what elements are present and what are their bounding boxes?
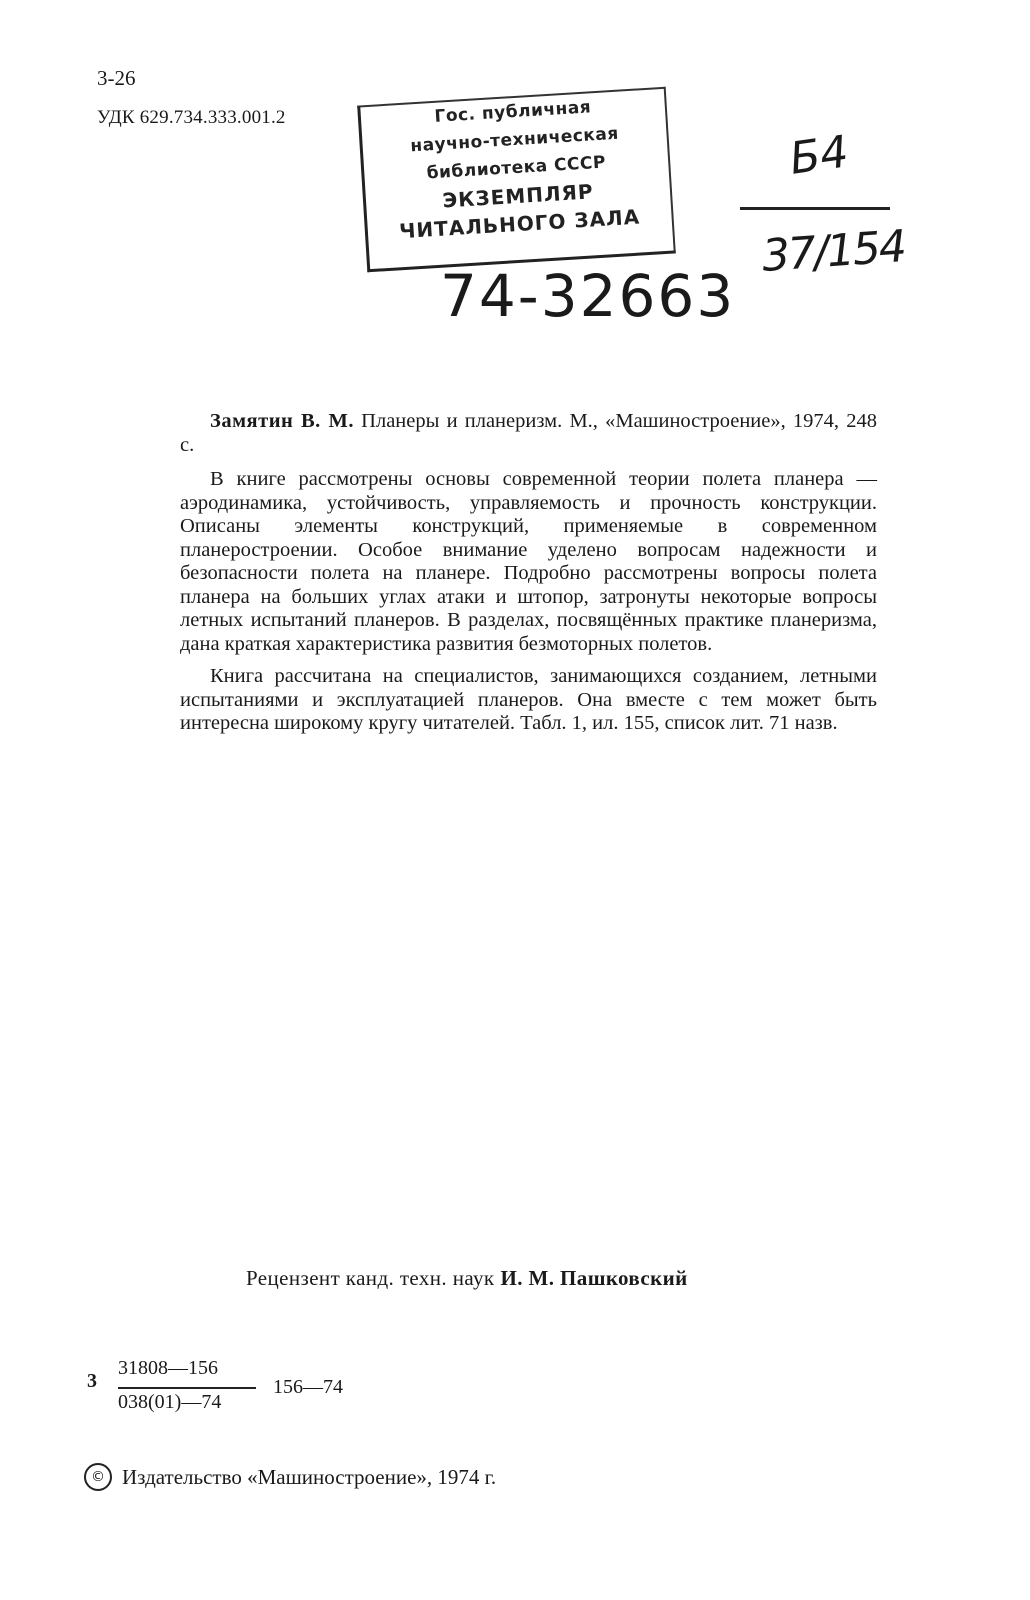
copyright-line — [84, 1463, 496, 1491]
handwritten-underline — [740, 207, 890, 210]
stamp-line: библиотека СССР — [426, 152, 607, 184]
handwritten-inventory: 37/154 — [760, 221, 907, 282]
stamp-line: ЭКЗЕМПЛЯР — [441, 179, 595, 213]
publication-code-denominator: 038(01)—74 — [118, 1391, 222, 1413]
stamp-line: ЧИТАЛЬНОГО ЗАЛА — [398, 204, 641, 244]
citation-text: Планеры и планеризм. М., «Машиностроение», 1974, 248 с. — [180, 410, 878, 456]
stamp-line: Гос. публичная — [433, 97, 592, 127]
publication-code-numerator: 31808—156 — [118, 1357, 218, 1379]
audience-text: Книга рассчитана на специалистов, занимающихся созданием, летными испытаниями и эксплуатацией планеров. Она вместе с тем может быть интересна широкому кругу читателей. — [180, 665, 877, 734]
stamp-line: научно-техническая — [409, 123, 620, 157]
udk-code: УДК 629.734.333.001.2 — [97, 107, 286, 128]
abstract-paragraph: В книге рассмотрены основы современной теории полета планера — аэродинамика, устойчивость, управляемость и прочность конструкции. Описаны элементы конструкций, применяемые в современном планеростроении. Особое внимание уделено вопросам надежности и безопасности полета на планере. Подробно рассмотрены вопросы полета планера на больших углах атаки и штопор, затронуты некоторые вопросы летных испытаний планеров. В разделах, посвящённых практике планеризма, дана краткая характеристика развития безмоторных полетов. — [180, 468, 877, 655]
citation-paragraph — [180, 410, 877, 457]
audience-paragraph — [180, 665, 877, 736]
publication-code-suffix: 156—74 — [273, 1376, 343, 1398]
reviewer-label: Рецензент канд. техн. наук — [246, 1266, 495, 1290]
fraction-line — [118, 1387, 256, 1389]
author-name: Замятин В. М. — [210, 410, 354, 432]
handwritten-mark: Б4 — [786, 126, 852, 185]
reviewer-name: И. М. Пашковский — [500, 1266, 688, 1290]
reviewer-line — [246, 1266, 688, 1291]
copyright-icon: © — [84, 1463, 112, 1491]
bibliographic-description — [180, 410, 877, 736]
classification-code: 3-26 — [97, 66, 136, 90]
publication-code-prefix: 3 — [87, 1370, 97, 1392]
copyright-text: Издательство «Машиностроение», 1974 г. — [122, 1464, 497, 1489]
stats-text: Табл. 1, ил. 155, список лит. 71 назв. — [520, 712, 838, 734]
handwritten-number: 74-32663 — [440, 262, 736, 330]
library-stamp — [357, 87, 676, 273]
